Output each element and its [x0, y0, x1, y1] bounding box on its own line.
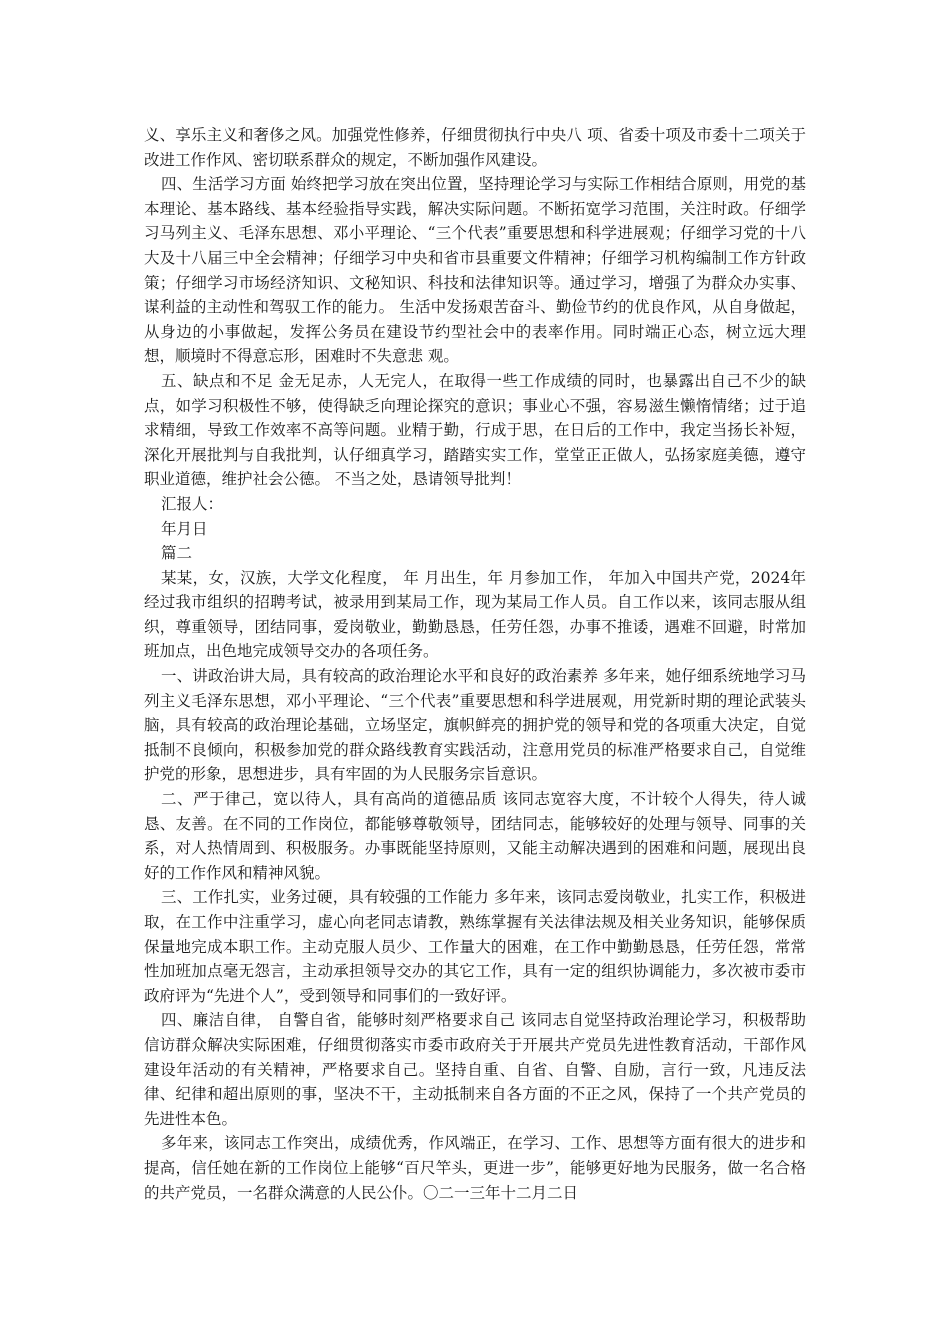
- paragraph-continuation: 义、享乐主义和奢侈之风。加强党性修养，仔细贯彻执行中央八 项、省委十项及市委十二项关于改进工作作风、密切联系群众的规定，不断加强作风建设。: [144, 126, 806, 169]
- document-body: [144, 123, 806, 1205]
- paragraph-personal-intro: 某某，女，汉族，大学文化程度， 年 月出生，年 月参加工作， 年加入中国共产党，2024年经过我市组织的招聘考试，被录用到某局工作，现为某局工作人员。自工作以来，该同志服从组织，尊重领导，团结同事，爱岗敬业，勤勤恳恳，任劳任怨，办事不推诿，遇难不回避，时常加班加点，出色地完成领导交办的各项任务。: [144, 568, 806, 661]
- paragraph-section-four-life-study: 四、生活学习方面 始终把学习放在突出位置，坚持理论学习与实际工作相结合原则，用党的基本理论、基本路线、基本经验指导实践，解决实际问题。不断拓宽学习范围，关注时政。仔细学习马列主义、毛泽东思想、邓小平理论、“三个代表”重要思想和科学进展观；仔细学习党的十八大及十八届三中全会精神；仔细学习中央和省市县重要文件精神；仔细学习机构编制工作方针政策；仔细学习市场经济知识、文秘知识、科技和法律知识等。通过学习，增强了为群众办实事、谋利益的主动性和驾驭工作的能力。 生活中发扬艰苦奋斗、勤俭节约的优良作风，从自身做起，从身边的小事做起，发挥公务员在建设节约型社会中的表率作用。同时端正心态，树立远大理想，顺境时不得意忘形，困难时不失意悲 观。: [144, 175, 806, 366]
- paragraph-morality: 二、严于律己，宽以待人，具有高尚的道德品质 该同志宽容大度，不计较个人得失，待人诚恳、友善。在不同的工作岗位，都能够尊敬领导，团结同志，能够较好的处理与领导、同事的关系，对人热情周到、积极服务。办事既能坚持原则，又能主动解决遇到的困难和问题，展现出良好的工作作风和精神风貌。: [144, 790, 806, 882]
- reporter-label: 汇报人：: [161, 494, 224, 513]
- paragraph-conclusion: 多年来，该同志工作突出，成绩优秀，作风端正，在学习、工作、思想等方面有很大的进步和提高，信任她在新的工作岗位上能够“百尺竿头，更进一步”，能够更好地为民服务，做一名合格的共产党员，一名群众满意的人民公仆。〇二一三年十二月二日: [144, 1134, 806, 1202]
- paragraph-integrity: 四、廉洁自律， 自警自省，能够时刻严格要求自己 该同志自觉坚持政治理论学习，积极帮助信访群众解决实际困难，仔细贯彻落实市委市政府关于开展共产党员先进性教育活动，干部作风建设年活动的有关精神，严格要求自己。坚持自重、自省、自警、自励，言行一致，凡违反法律、纪律和超出原则的事，坚决不干，主动抵制来自各方面的不正之风，保持了一个共产党员的先进性本色。: [144, 1011, 806, 1128]
- date-placeholder: 年月日: [161, 519, 208, 538]
- paragraph-politics: 一、讲政治讲大局，具有较高的政治理论水平和良好的政治素养 多年来，她仔细系统地学习马列主义毛泽东思想，邓小平理论、“三个代表”重要思想和科学进展观，用党新时期的理论武装头脑，具有较高的政治理论基础，立场坚定，旗帜鲜亮的拥护党的领导和党的各项重大决定，自觉抵制不良倾向，积极参加党的群众路线教育实践活动，注意用党员的标准严格要求自己，自觉维护党的形象，思想进步，具有牢固的为人民服务宗旨意识。: [144, 667, 806, 784]
- paragraph-section-five-shortcomings: 五、缺点和不足 金无足赤，人无完人，在取得一些工作成绩的同时，也暴露出自己不少的缺点，如学习积极性不够，使得缺乏向理论探究的意识；事业心不强，容易滋生懒惰情绪；过于追求精细，导致工作效率不高等问题。业精于勤，行成于思，在日后的工作中，我定当扬长补短，深化开展批判与自我批判，认仔细真学习，踏踏实实工作，堂堂正正做人，弘扬家庭美德，遵守职业道德，维护社会公德。 不当之处，恳请领导批判！: [144, 371, 806, 489]
- section-heading-part-two: 篇二: [161, 544, 193, 563]
- paragraph-work-ability: 三、工作扎实，业务过硬，具有较强的工作能力 多年来，该同志爱岗敬业，扎实工作，积极进取，在工作中注重学习，虚心向老同志请教，熟练掌握有关法律法规及相关业务知识，能够保质保量地完成本职工作。主动克服人员少、工作量大的困难，在工作中勤勤恳恳，任劳任怨，常常性加班加点毫无怨言，主动承担领导交办的其它工作，具有一定的组织协调能力，多次被市委市政府评为“先进个人”，受到领导和同事们的一致好评。: [144, 888, 806, 1005]
